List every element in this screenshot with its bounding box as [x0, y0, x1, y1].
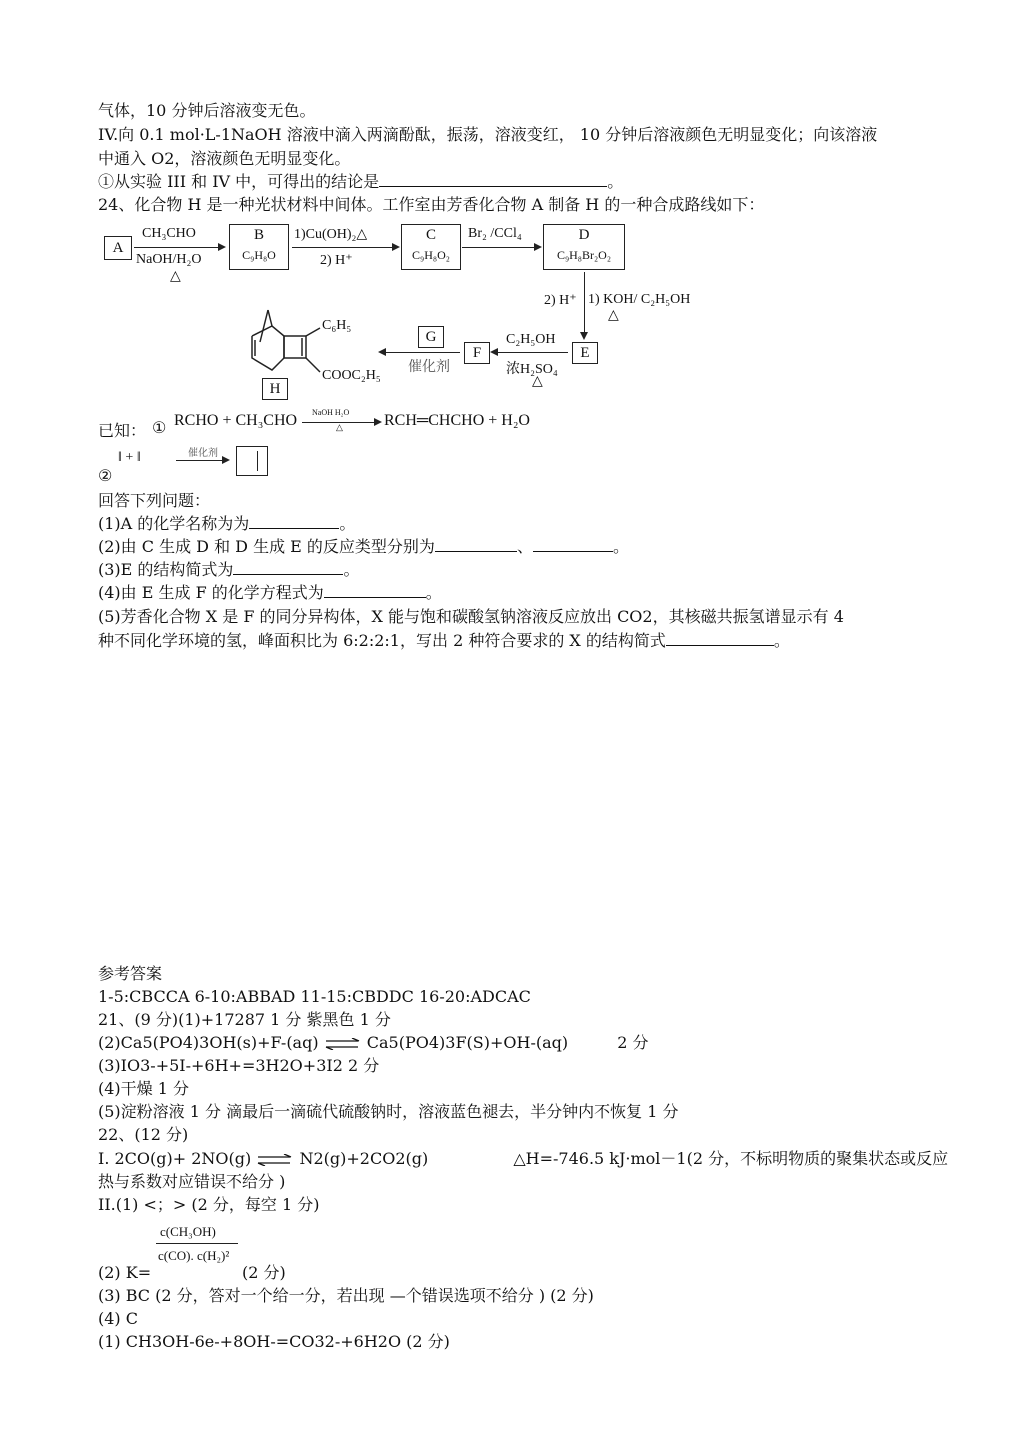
reaction-condition: NaOH H₂O: [312, 408, 350, 417]
answer-blank[interactable]: [233, 560, 343, 575]
compound-c-box: C C₉H₈O₂: [401, 224, 461, 270]
reaction-reactants: ‖ + ‖: [118, 450, 141, 465]
period: 。: [607, 172, 624, 191]
cyclobutane-product: [236, 446, 268, 476]
answer-line: 22、(12 分): [98, 1125, 189, 1144]
answer-line: 1-5:CBCCA 6-10:ABBAD 11-15:CBDDC 16-20:ADCAC: [98, 987, 531, 1006]
questions-intro: 回答下列问题：: [98, 491, 211, 510]
question-2: (2)由 C 生成 D 和 D 生成 E 的反应类型分别为 、 。: [98, 537, 629, 556]
reagent-label: 浓H₂SO₄: [506, 362, 558, 377]
k-denominator: c(CO). c(H₂)²: [158, 1248, 230, 1263]
answer-line: (4)干燥 1 分: [98, 1079, 190, 1098]
arrow-a-b: [134, 247, 224, 248]
reagent-label: Br₂ /CCl₄: [468, 226, 522, 241]
catalyst-label: 催化剂: [188, 448, 218, 459]
answer-line: (4) C: [98, 1309, 138, 1328]
answer-blank[interactable]: [533, 537, 613, 552]
heat-symbol: △: [336, 422, 343, 432]
question-1: (1)A 的化学名称为为 。: [98, 514, 356, 533]
question-4: (4)由 E 生成 F 的化学方程式为 。: [98, 583, 442, 602]
phenyl-label: C₆H₅: [322, 318, 352, 333]
reagent-label: 2) H⁺: [544, 293, 577, 308]
question-24: 24、化合物 H 是一种光状材料中间体。工作室由芳香化合物 A 制备 H 的一种合成路线如下：: [98, 195, 765, 214]
k-numerator: c(CH₃OH): [160, 1224, 216, 1239]
compound-g-box: G: [418, 326, 444, 348]
known-label: 已知：: [98, 421, 147, 440]
answer-line: (3)IO3-+5I-+6H+=3H2O+3I2 2 分: [98, 1056, 380, 1075]
compound-a-box: A: [104, 236, 132, 260]
answer-blank[interactable]: [379, 172, 607, 187]
equilibrium-arrow-icon: [256, 1154, 294, 1166]
compound-b-box: B C₉H₈O: [229, 224, 289, 270]
question-3: (3)E 的结构简式为 。: [98, 560, 360, 579]
answer-blank[interactable]: [666, 631, 774, 646]
answer-line: (1) CH3OH-6e-+8OH-=CO32-+6H2O (2 分): [98, 1332, 450, 1351]
arrow-c-d: [462, 247, 540, 248]
known-number: ①: [152, 420, 167, 437]
answer-line: I. 2CO(g)+ 2NO(g) N2(g)+2CO2(g) △H=-746.5 kJ·mol－1(2 分，不标明物质的聚集状态或反应: [98, 1149, 949, 1168]
heat-symbol: △: [532, 374, 543, 389]
answers-title: 参考答案: [98, 964, 163, 983]
text-line: IV.向 0.1 mol·L-1NaOH 溶液中滴入两滴酚酞，振荡，溶液变红， 10 分钟后溶液颜色无明显变化；向该溶液: [98, 125, 878, 144]
answer-line: (5)淀粉溶液 1 分 滴最后一滴硫代硫酸钠时，溶液蓝色褪去，半分钟内不恢复 1 分: [98, 1102, 679, 1121]
fraction-bar: [156, 1243, 238, 1244]
answer-line: 热与系数对应错误不给分 ): [98, 1172, 286, 1191]
reagent-label: 1)Cu(OH)₂△: [294, 227, 368, 242]
answer-line: (2)Ca5(PO4)3OH(s)+F-(aq) Ca5(PO4)3F(S)+OH-(aq) 2 分: [98, 1033, 649, 1052]
reagent-label: CH₃CHO: [142, 226, 196, 241]
equilibrium-arrow-icon: [324, 1038, 362, 1050]
answer-blank[interactable]: [249, 514, 339, 529]
question-5-cont: 种不同化学环境的氢，峰面积比为 6:2:2:1，写出 2 种符合要求的 X 的结构简式 。: [98, 631, 790, 650]
conclusion-prompt: ①从实验 III 和 IV 中，可得出的结论是: [98, 172, 380, 191]
reaction-products: RCH═CHCHO + H₂O: [384, 412, 530, 429]
answer-blank[interactable]: [435, 537, 517, 552]
answer-line: (2) K=: [98, 1263, 152, 1282]
text-line: 中通入 O2，溶液颜色无明显变化。: [98, 149, 351, 168]
reaction-arrow: [176, 460, 228, 461]
arrow-f-h: [380, 352, 460, 353]
answer-line: (2 分): [242, 1263, 286, 1282]
ester-label: COOC₂H₅: [322, 368, 381, 383]
answer-line: 21、(9 分)(1)+17287 1 分 紫黑色 1 分: [98, 1010, 391, 1029]
answer-line: II.(1) <；> (2 分，每空 1 分): [98, 1195, 320, 1214]
reagent-label: 2) H⁺: [320, 253, 353, 268]
reagent-label: NaOH/H₂O: [136, 252, 202, 267]
arrow-b-c: [292, 247, 398, 248]
known-number: ②: [98, 468, 113, 485]
compound-d-box: D C₉H₈Br₂O₂: [543, 224, 625, 270]
compound-f-box: F: [464, 342, 490, 364]
catalyst-label: 催化剂: [408, 360, 450, 375]
text-line: [98, 171, 623, 193]
answer-blank[interactable]: [324, 583, 426, 598]
answer-line: (3) BC (2 分，答对一个给一分，若出现 —个错误选项不给分 ) (2 分): [98, 1286, 594, 1305]
arrow-d-e: [584, 272, 585, 338]
compound-h-box: H: [262, 378, 288, 400]
compound-e-box: E: [572, 342, 598, 364]
heat-symbol: △: [170, 269, 181, 284]
heat-symbol: △: [608, 308, 619, 323]
arrow-e-f: [492, 352, 568, 353]
question-5: (5)芳香化合物 X 是 F 的同分异构体，X 能与饱和碳酸氢钠溶液反应放出 CO2，其核磁共振氢谱显示有 4: [98, 607, 844, 626]
text-line: 气体，10 分钟后溶液变无色。: [98, 101, 316, 120]
reagent-label: C₂H₅OH: [506, 332, 556, 347]
reagent-label: 1) KOH/ C₂H₅OH: [588, 292, 691, 307]
reaction-reactants: RCHO + CH₃CHO: [174, 412, 298, 429]
